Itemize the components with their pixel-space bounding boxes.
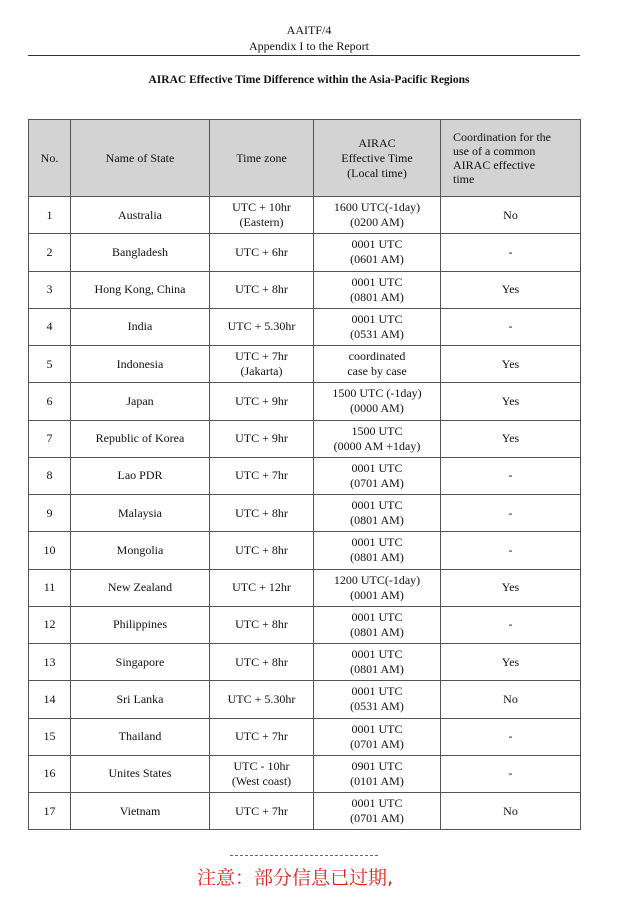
cell-airac-time-line: 0001 UTC: [351, 237, 403, 252]
cell-state: Mongolia: [71, 532, 210, 569]
cell-state: Japan: [71, 383, 210, 420]
cell-airac-time: [314, 308, 441, 345]
cell-timezone: [210, 197, 314, 234]
cell-state: Philippines: [71, 606, 210, 643]
cell-airac-time-line: 0001 UTC: [351, 460, 403, 475]
cell-airac-time-line: 0001 UTC: [351, 796, 403, 811]
cell-no: 6: [29, 383, 71, 420]
cell-timezone-line: UTC + 8hr: [235, 654, 288, 669]
header-timezone: Time zone: [210, 120, 314, 197]
header-coordination-line: use of a common: [453, 144, 536, 158]
cell-airac-time-line: (0000 AM +1day): [333, 438, 421, 453]
cell-airac-time: [314, 383, 441, 420]
cell-coordination: No: [441, 681, 581, 718]
header-airac-line: Effective Time: [341, 150, 413, 165]
cell-timezone-line: UTC + 7hr: [235, 729, 288, 744]
cell-airac-time-line: (0601 AM): [350, 252, 404, 267]
cell-coordination: No: [441, 793, 581, 830]
cell-state: New Zealand: [71, 569, 210, 606]
cell-airac-time-line: 1500 UTC (-1day): [332, 386, 422, 401]
cell-timezone-line: UTC + 5.30hr: [227, 319, 296, 334]
cell-airac-time: [314, 644, 441, 681]
table-row: [29, 718, 581, 755]
cell-no: 1: [29, 197, 71, 234]
header-coordination: [441, 120, 581, 197]
cell-timezone-line: UTC + 9hr: [235, 431, 288, 446]
cell-no: 7: [29, 420, 71, 457]
cell-airac-time-line: 1600 UTC(-1day): [333, 200, 421, 215]
table-row: [29, 606, 581, 643]
cell-state: Lao PDR: [71, 457, 210, 494]
cell-airac-time: [314, 793, 441, 830]
cell-timezone: [210, 644, 314, 681]
cell-timezone-line: UTC + 8hr: [235, 542, 288, 557]
cell-airac-time-line: 0001 UTC: [351, 721, 403, 736]
cell-timezone: [210, 457, 314, 494]
cell-airac-time-line: (0801 AM): [350, 662, 404, 677]
cell-state: Vietnam: [71, 793, 210, 830]
cell-coordination: Yes: [441, 569, 581, 606]
cell-timezone: [210, 606, 314, 643]
cell-airac-time-line: coordinated: [348, 349, 406, 364]
cell-airac-time-line: (0531 AM): [350, 326, 404, 341]
cell-no: 4: [29, 308, 71, 345]
cell-airac-time-line: 0001 UTC: [351, 498, 403, 513]
table-row: [29, 681, 581, 718]
table-row: [29, 457, 581, 494]
cell-airac-time-line: 0001 UTC: [351, 647, 403, 662]
cell-airac-time-line: (0531 AM): [350, 699, 404, 714]
cell-airac-time-line: (0701 AM): [350, 475, 404, 490]
cell-airac-time-line: 0001 UTC: [351, 609, 403, 624]
cell-airac-time-line: (0701 AM): [350, 811, 404, 826]
cell-timezone: [210, 383, 314, 420]
cell-timezone-line: (Jakarta): [240, 364, 283, 379]
cell-coordination: -: [441, 308, 581, 345]
cell-no: 16: [29, 755, 71, 792]
cell-airac-time: [314, 234, 441, 271]
page-header: [0, 22, 618, 54]
table-row: [29, 495, 581, 532]
cell-timezone-line: UTC - 10hr: [233, 758, 290, 773]
cell-timezone: [210, 681, 314, 718]
cell-state: Sri Lanka: [71, 681, 210, 718]
cell-timezone-line: UTC + 7hr: [235, 468, 288, 483]
cell-airac-time-line: 1200 UTC(-1day): [333, 572, 421, 587]
cell-coordination: Yes: [441, 346, 581, 383]
cell-state: Australia: [71, 197, 210, 234]
cell-timezone-line: UTC + 10hr: [232, 200, 291, 215]
cell-no: 15: [29, 718, 71, 755]
cell-airac-time: [314, 606, 441, 643]
cell-no: 3: [29, 271, 71, 308]
cell-timezone-line: (West coast): [231, 773, 292, 788]
cell-airac-time-line: (0801 AM): [350, 550, 404, 565]
footer-divider: [230, 855, 378, 856]
cell-airac-time-line: (0200 AM): [350, 215, 404, 230]
cell-no: 12: [29, 606, 71, 643]
table-row: [29, 383, 581, 420]
cell-timezone-line: UTC + 8hr: [235, 617, 288, 632]
cell-airac-time-line: 1500 UTC: [351, 423, 403, 438]
cell-airac-time-line: (0701 AM): [350, 736, 404, 751]
cell-state: Unites States: [71, 755, 210, 792]
cell-airac-time-line: (0000 AM): [350, 401, 404, 416]
cell-airac-time-line: 0901 UTC: [351, 758, 403, 773]
cell-timezone: [210, 718, 314, 755]
table-header-row: [29, 120, 581, 197]
cell-timezone: [210, 495, 314, 532]
expired-info-note: 注意：部分信息已过期,: [196, 867, 394, 889]
cell-airac-time: [314, 457, 441, 494]
cell-coordination: -: [441, 718, 581, 755]
cell-timezone-line: UTC + 12hr: [232, 580, 291, 595]
cell-airac-time-line: 0001 UTC: [351, 274, 403, 289]
table-row: [29, 644, 581, 681]
cell-coordination: -: [441, 532, 581, 569]
cell-timezone: [210, 234, 314, 271]
cell-airac-time: [314, 197, 441, 234]
header-coordination-line: time: [453, 172, 475, 186]
header-divider: [28, 55, 580, 56]
cell-airac-time: [314, 755, 441, 792]
cell-timezone-line: UTC + 7hr: [235, 349, 288, 364]
cell-coordination: Yes: [441, 644, 581, 681]
header-coordination-line: AIRAC effective: [453, 158, 536, 172]
cell-coordination: -: [441, 234, 581, 271]
table-row: [29, 532, 581, 569]
cell-airac-time: [314, 681, 441, 718]
cell-no: 8: [29, 457, 71, 494]
document-title: AIRAC Effective Time Difference within the Asia-Pacific Regions: [148, 74, 470, 86]
cell-coordination: No: [441, 197, 581, 234]
table-row: [29, 234, 581, 271]
cell-no: 13: [29, 644, 71, 681]
cell-no: 14: [29, 681, 71, 718]
document-id: AAITF/4: [286, 23, 332, 37]
cell-airac-time-line: (0801 AM): [350, 624, 404, 639]
cell-state: Singapore: [71, 644, 210, 681]
cell-timezone-line: UTC + 7hr: [235, 803, 288, 818]
header-airac-line: AIRAC: [358, 135, 396, 150]
cell-timezone-line: UTC + 9hr: [235, 393, 288, 408]
cell-timezone-line: (Eastern): [239, 215, 284, 230]
cell-timezone: [210, 793, 314, 830]
cell-coordination: Yes: [441, 271, 581, 308]
cell-timezone-line: UTC + 8hr: [235, 505, 288, 520]
cell-timezone: [210, 346, 314, 383]
header-state: Name of State: [71, 120, 210, 197]
header-no: No.: [29, 120, 71, 197]
cell-airac-time: [314, 346, 441, 383]
table-row: [29, 793, 581, 830]
table-row: [29, 755, 581, 792]
cell-coordination: -: [441, 457, 581, 494]
header-coordination-line: Coordination for the: [453, 130, 551, 144]
cell-airac-time-line: (0801 AM): [350, 289, 404, 304]
cell-timezone: [210, 569, 314, 606]
cell-state: Indonesia: [71, 346, 210, 383]
cell-airac-time-line: 0001 UTC: [351, 311, 403, 326]
table-row: [29, 197, 581, 234]
cell-coordination: -: [441, 755, 581, 792]
cell-state: Republic of Korea: [71, 420, 210, 457]
cell-state: Bangladesh: [71, 234, 210, 271]
cell-state: India: [71, 308, 210, 345]
cell-timezone: [210, 308, 314, 345]
cell-no: 17: [29, 793, 71, 830]
cell-timezone: [210, 532, 314, 569]
cell-airac-time-line: case by case: [347, 364, 407, 379]
header-airac-line: (Local time): [347, 165, 407, 180]
cell-no: 2: [29, 234, 71, 271]
cell-airac-time: [314, 271, 441, 308]
cell-timezone-line: UTC + 6hr: [235, 244, 288, 259]
cell-coordination: Yes: [441, 420, 581, 457]
cell-timezone: [210, 271, 314, 308]
cell-airac-time: [314, 495, 441, 532]
cell-airac-time: [314, 420, 441, 457]
cell-coordination: Yes: [441, 383, 581, 420]
table-row: [29, 569, 581, 606]
appendix-label: Appendix I to the Report: [249, 39, 369, 53]
cell-timezone: [210, 755, 314, 792]
cell-state: Thailand: [71, 718, 210, 755]
cell-coordination: -: [441, 606, 581, 643]
cell-state: Hong Kong, China: [71, 271, 210, 308]
cell-no: 9: [29, 495, 71, 532]
table-row: [29, 420, 581, 457]
airac-table: [28, 119, 581, 830]
cell-no: 10: [29, 532, 71, 569]
cell-coordination: -: [441, 495, 581, 532]
cell-airac-time: [314, 718, 441, 755]
cell-state: Malaysia: [71, 495, 210, 532]
cell-timezone-line: UTC + 8hr: [235, 282, 288, 297]
cell-airac-time-line: 0001 UTC: [351, 684, 403, 699]
header-airac: [314, 120, 441, 197]
table-row: [29, 271, 581, 308]
cell-timezone-line: UTC + 5.30hr: [227, 691, 296, 706]
cell-airac-time-line: (0101 AM): [350, 773, 404, 788]
cell-airac-time-line: (0801 AM): [350, 513, 404, 528]
table-row: [29, 308, 581, 345]
cell-timezone: [210, 420, 314, 457]
cell-no: 11: [29, 569, 71, 606]
cell-airac-time-line: 0001 UTC: [351, 535, 403, 550]
table-row: [29, 346, 581, 383]
cell-no: 5: [29, 346, 71, 383]
table-body: [29, 197, 581, 830]
cell-airac-time-line: (0001 AM): [350, 587, 404, 602]
cell-airac-time: [314, 569, 441, 606]
cell-airac-time: [314, 532, 441, 569]
